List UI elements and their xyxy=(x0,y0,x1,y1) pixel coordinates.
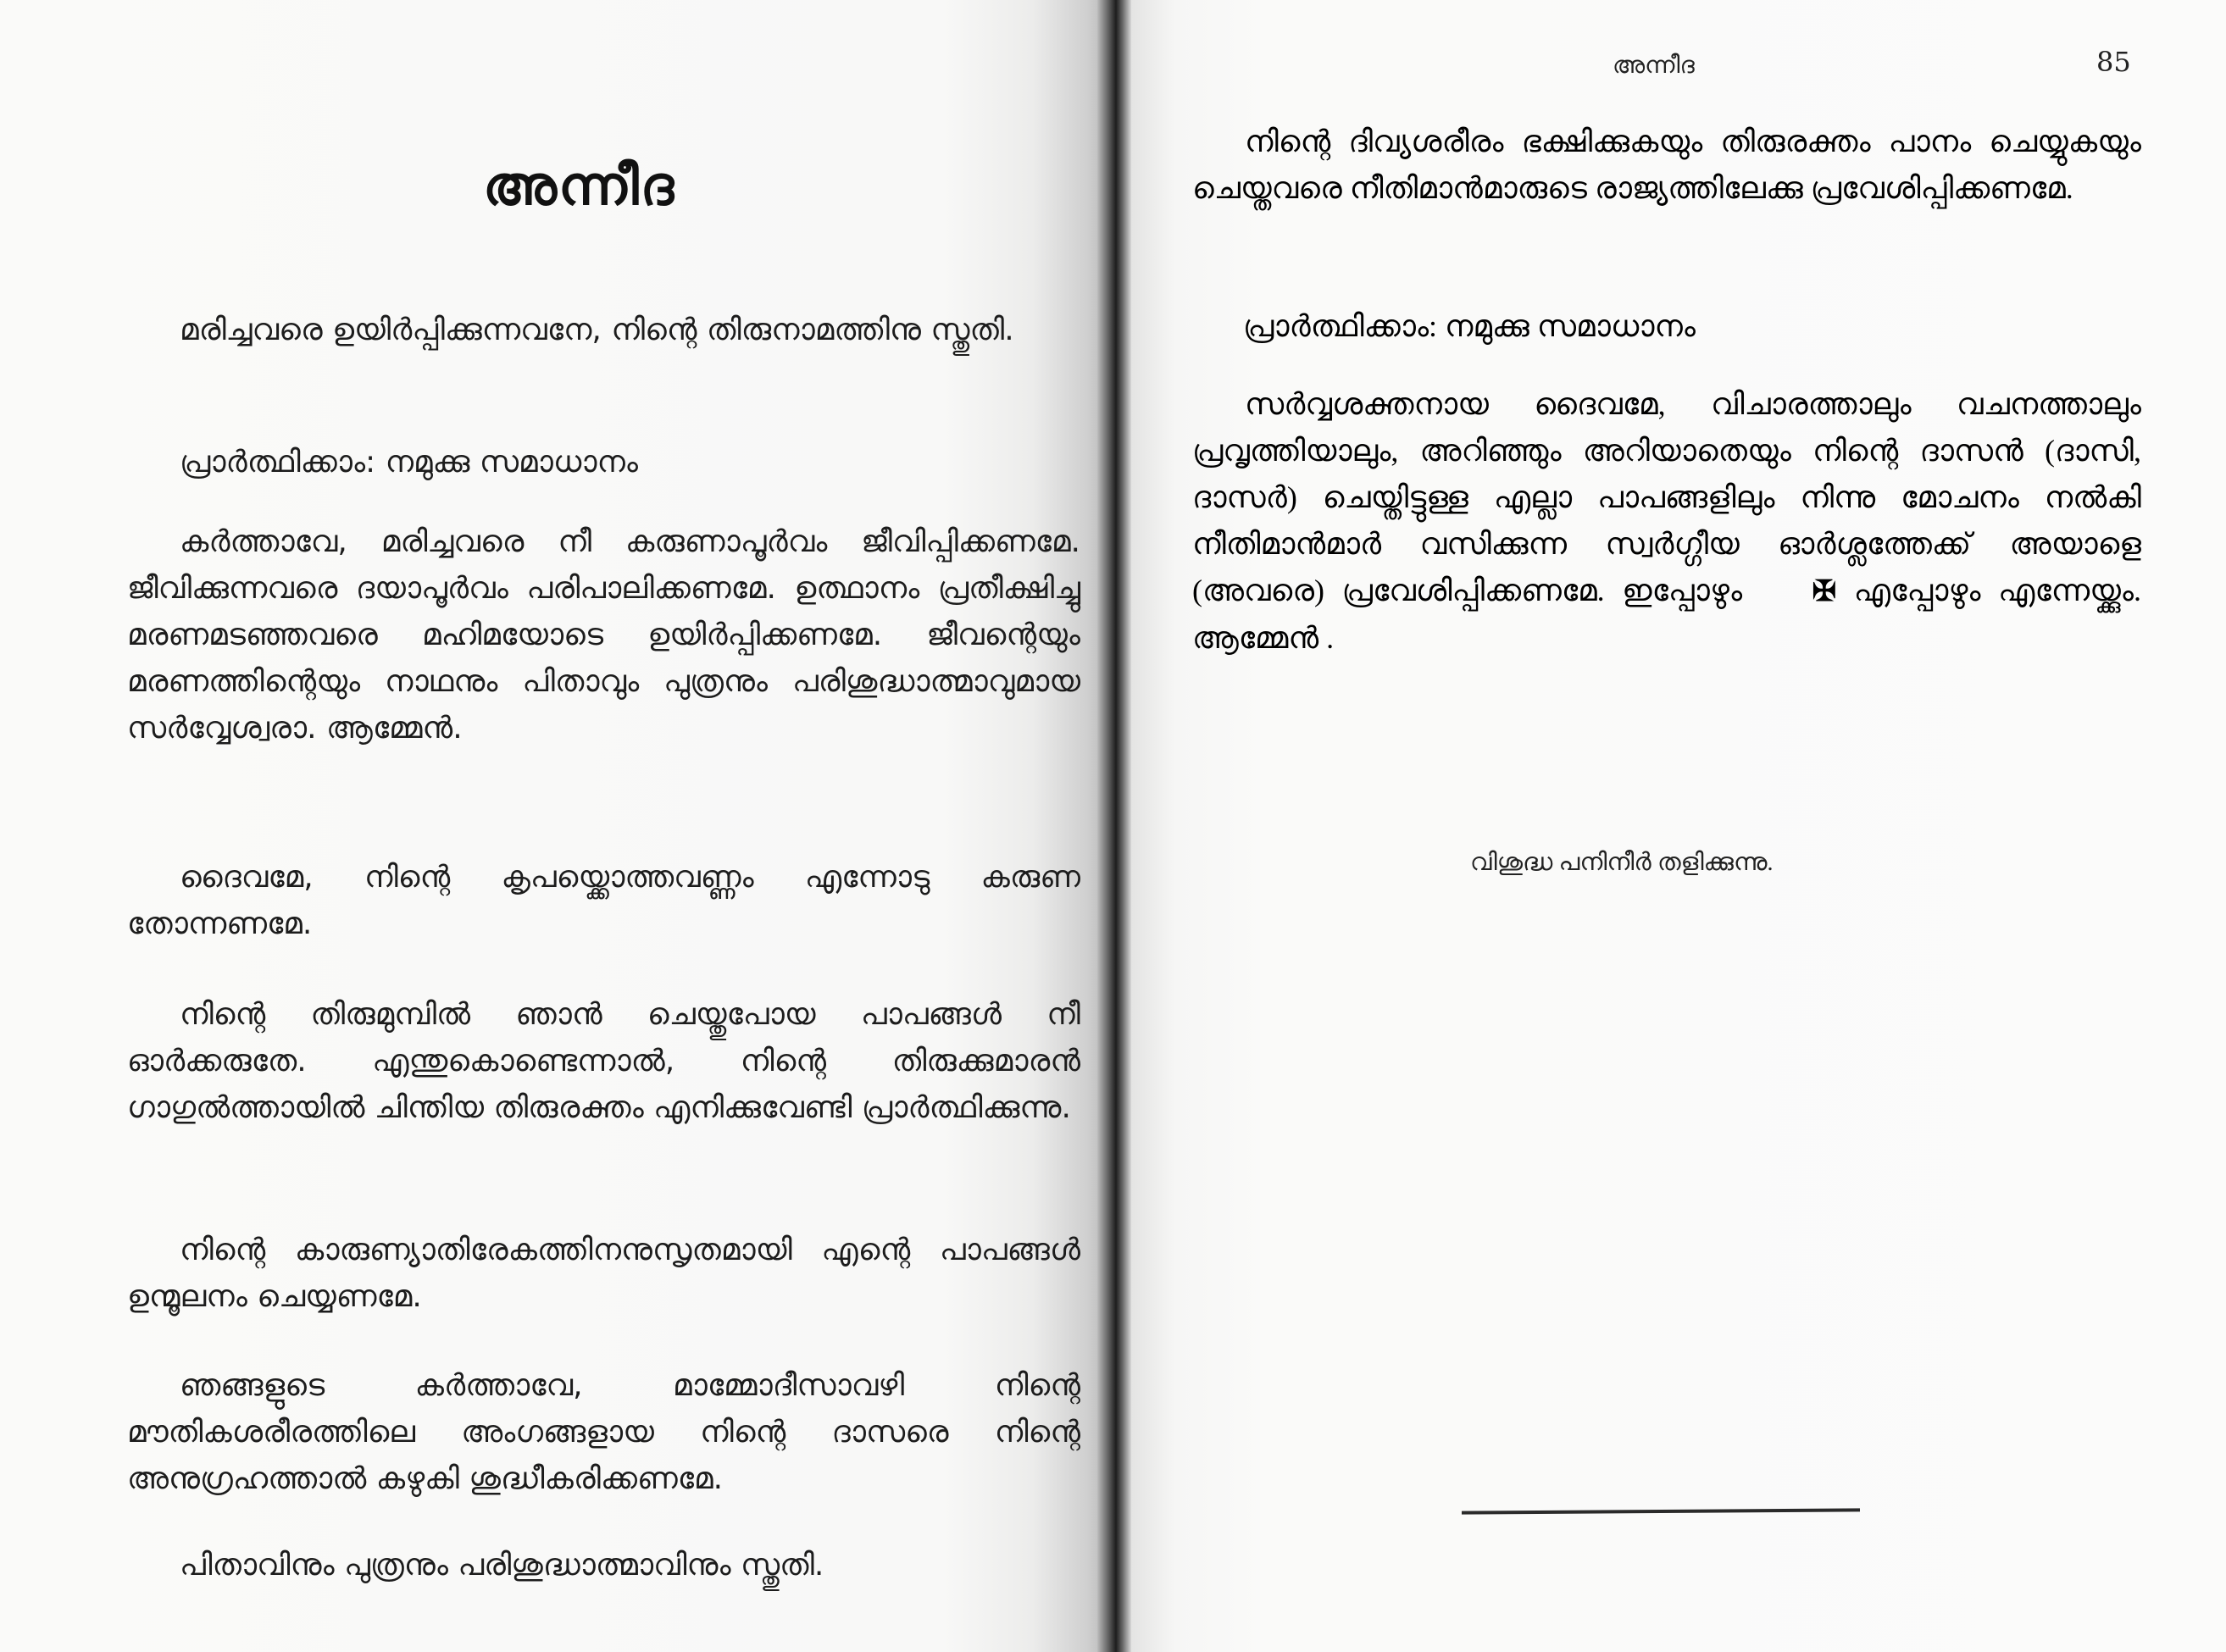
response-text: പ്രാർത്ഥിക്കാം: നമുക്കു സമാധാനം xyxy=(1243,309,1696,343)
right-paragraph-2 xyxy=(1192,381,2141,662)
response-text: പ്രാർത്ഥിക്കാം: നമുക്കു സമാധാനം xyxy=(180,445,638,480)
left-paragraph-6 xyxy=(127,1362,1080,1502)
cross-icon: ✠ xyxy=(1812,576,1837,607)
left-paragraph-2 xyxy=(127,518,1080,751)
left-response-1 xyxy=(180,439,1027,485)
left-paragraph-3 xyxy=(127,854,1080,947)
rubric-instruction: വിശുദ്ധ പനിനീർ തളിക്കുന്നു. xyxy=(1470,849,1774,876)
running-head: അന്നീദ xyxy=(1613,51,1695,79)
left-paragraph-5 xyxy=(127,1227,1080,1320)
paragraph-text: പിതാവിനും പുത്രനും പരിശുദ്ധാത്മാവിനും സ്തുതി. xyxy=(180,1548,824,1583)
chapter-title: അന്നീദ xyxy=(483,154,676,218)
page-number: 85 xyxy=(2096,46,2131,78)
paragraph-text: മരിച്ചവരെ ഉയിർപ്പിക്കുന്നവനേ, നിന്റെ തിരുനാമത്തിനു സ്തുതി. xyxy=(180,313,1014,347)
paragraph-text: ദൈവമേ, നിന്റെ കൃപയ്ക്കൊത്തവണ്ണം എന്നോടു കരുണ തോന്നണമേ. xyxy=(127,860,1080,941)
prayer-text-after-cross: എപ്പോഴും എന്നേയ്ക്കും. ആമ്മേൻ . xyxy=(1192,574,2141,655)
left-paragraph-1 xyxy=(127,307,1080,353)
right-response-1 xyxy=(1243,303,2090,350)
paragraph-text xyxy=(1192,381,2141,662)
paragraph-text: ഞങ്ങളുടെ കർത്താവേ, മാമ്മോദീസാവഴി നിന്റെ മൗതികശരീരത്തിലെ അംഗങ്ങളായ നിന്റെ ദാസരെ നിന്റെ അനുഗ്രഹത്താൽ കഴുകി ശുദ്ധീകരിക്കണമേ. xyxy=(127,1368,1080,1496)
right-paragraph-1 xyxy=(1192,119,2141,212)
paragraph-text: നിന്റെ തിരുമുമ്പിൽ ഞാൻ ചെയ്തുപോയ പാപങ്ങൾ നീ ഓർക്കരുതേ. എന്തുകൊണ്ടെന്നാൽ, നിന്റെ തിരുക്കുമാരൻ ഗാഗുൽത്തായിൽ ചിന്തിയ തിരുരക്തം എനിക്കുവേണ്ടി പ്രാർത്ഥിക്കുന്നു. xyxy=(127,997,1080,1125)
book-gutter xyxy=(1097,0,1131,1652)
paragraph-text: നിന്റെ ദിവ്യശരീരം ഭക്ഷിക്കുകയും തിരുരക്തം പാനം ചെയ്യുകയും ചെയ്തവരെ നീതിമാൻമാരുടെ രാജ്യത്തിലേക്കു പ്രവേശിപ്പിക്കണമേ. xyxy=(1192,125,2141,205)
right-page xyxy=(1131,0,2226,1652)
left-paragraph-7 xyxy=(180,1542,1078,1588)
left-paragraph-4 xyxy=(127,991,1080,1131)
paragraph-text: നിന്റെ കാരുണ്യാതിരേകത്തിനനുസൃതമായി എന്റെ പാപങ്ങൾ ഉന്മൂലനം ചെയ്യണമേ. xyxy=(127,1233,1080,1314)
left-page xyxy=(0,0,1110,1652)
paragraph-text: കർത്താവേ, മരിച്ചവരെ നീ കരുണാപൂർവം ജീവിപ്പിക്കണമേ. ജീവിക്കുന്നവരെ ദയാപൂർവം പരിപാലിക്കണമേ. ഉത്ഥാനം പ്രതീക്ഷിച്ചു മരണമടഞ്ഞവരെ മഹിമയോടെ ഉയിർപ്പിക്കണമേ. ജീവന്റെയും മരണത്തിന്റെയും നാഥനും പിതാവും പുത്രനും പരിശുദ്ധാത്മാവുമായ സർവ്വേശ്വരാ. ആമ്മേൻ. xyxy=(127,524,1080,746)
prayer-text-before-cross: സർവ്വശക്തനായ ദൈവമേ, വിചാരത്താലും വചനത്താലും പ്രവൃത്തിയാലും, അറിഞ്ഞും അറിയാതെയും നിന്റെ ദാസൻ (ദാസി, ദാസർ) ചെയ്തിട്ടുള്ള എല്ലാ പാപങ്ങളിലും നിന്നു മോചനം നൽകി നീതിമാൻമാർ വസിക്കുന്ന സ്വർഗ്ഗീയ ഓർശ്ലത്തേക്ക് അയാളെ (അവരെ) പ്രവേശിപ്പിക്കണമേ. ഇപ്പോഴും xyxy=(1192,387,2141,607)
